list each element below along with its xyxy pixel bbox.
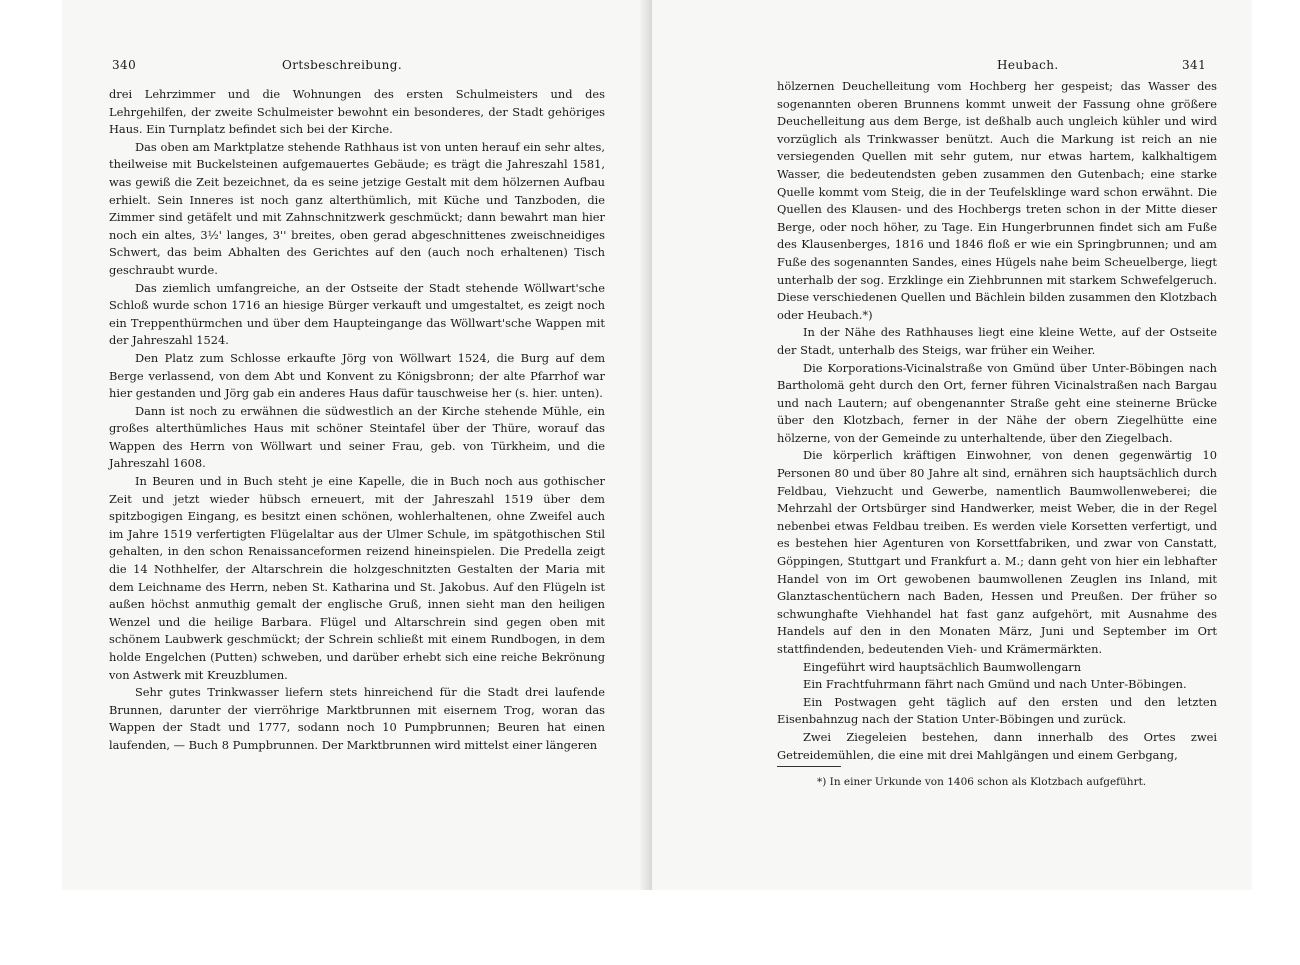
footnote: *) In einer Urkunde von 1406 schon als Klotzbach aufgeführt. [817, 776, 1147, 788]
paragraph: Das oben am Marktplatze stehende Rathhaus ist von unten herauf ein sehr altes, theilweise mit Buckelsteinen aufgemauertes Gebäude; es trägt die Jahreszahl 1581, was gewiß die Zeit bezeichnet, da es seine jetzige Gestalt mit dem hölzernen Aufbau erhielt. Sein Inneres ist noch ganz alterthümlich, mit Küche und Tanzboden, die Zimmer sind getäfelt und mit Zahnschnitzwerk geschmückt; dann bewahrt man hier noch ein altes, 3½' langes, 3'' breites, oben gerad abgeschnittenes zweischneidiges Schwert, das beim Abhalten des Gerichtes auf den (auch noch erhaltenen) Tisch geschraubt wurde. [109, 139, 605, 277]
paragraph: drei Lehrzimmer und die Wohnungen des ersten Schulmeisters und des Lehrgehilfen, der zweite Schulmeister bewohnt ein besonderes, der Stadt gehöriges Haus. Ein Turnplatz befindet sich bei der Kirche. [109, 87, 605, 137]
paragraph: Zwei Ziegeleien bestehen, dann innerhalb des Ortes zwei Getreidemühlen, die eine mit drei Mahlgängen und einem Gerbgang, [777, 729, 1217, 762]
left-page-body [109, 86, 605, 755]
paragraph: Den Platz zum Schlosse erkaufte Jörg von Wöllwart 1524, die Burg auf dem Berge verlassend, von dem Abt und Konvent zu Königsbronn; der alte Pfarrhof war hier gestanden und Jörg gab ein anderes Haus dafür tauschweise her (s. hier. unten). [109, 350, 605, 401]
paragraph: Eingeführt wird hauptsächlich Baumwollengarn [803, 659, 1082, 674]
paragraph: Ein Postwagen geht täglich auf den ersten und den letzten Eisenbahnzug nach der Station Unter-Böbingen und zurück. [777, 694, 1217, 727]
paragraph: Die körperlich kräftigen Einwohner, von denen gegenwärtig 10 Personen 80 und über 80 Jahre alt sind, ernähren sich hauptsächlich durch Feldbau, Viehzucht und Gewerbe, namentlich Baumwollenweberei; die Mehrzahl der Ortsbürger sind Handwerker, meist Weber, die in der Regel nebenbei etwas Feldbau treiben. Es werden viele Korsetten verfertigt, und es bestehen hier Agenturen von Korsettfabriken, und zwar von Canstatt, Göppingen, Stuttgart und Frankfurt a. M.; dann geht von hier ein lebhafter Handel von im Ort gewobenen baumwollenen Zeuglen ins Inland, mit Glanztaschentüchern nach Baden, Hessen und Preußen. Der früher so schwunghafte Viehhandel hat fast ganz aufgehört, mit Ausnahme des Handels auf den in den Monaten März, Juni und September im Ort stattfindenden, bedeutenden Vieh- und Krämermärkten. [777, 448, 1217, 656]
paragraph: Sehr gutes Trinkwasser liefern stets hinreichend für die Stadt drei laufende Brunnen, darunter der vierröhrige Marktbrunnen mit eisernem Trog, woran das Wappen der Stadt und 1777, sodann noch 10 Pumpbrunnen; Beuren hat einen laufenden, — Buch 8 Pumpbrunnen. Der Marktbrunnen wird mittelst einer längeren [109, 685, 605, 752]
paragraph: In der Nähe des Rathhauses liegt eine kleine Wette, auf der Ostseite der Stadt, unterhalb des Steigs, war früher ein Weiher. [777, 325, 1217, 357]
page-bottom-margin [0, 890, 1300, 965]
paragraph: In Beuren und in Buch steht je eine Kapelle, die in Buch noch aus gothischer Zeit und jetzt wieder hübsch erneuert, mit der Jahreszahl 1519 über dem spitzbogigen Eingang, es besitzt einen schönen, wohlerhaltenen, ohne Zweifel auch im Jahre 1519 verfertigten Flügelaltar aus der Ulmer Schule, im spätgothischen Stil gehalten, in den schon Renaissanceformen reizend hineinspielen. Die Predella zeigt die 14 Nothhelfer, der Altarschrein die holzgeschnitzten Gestalten der Maria mit dem Leichname des Herrn, neben St. Katharina und St. Jakobus. Auf den Flügeln ist außen höchst anmuthig gemalt der englische Gruß, innen sieht man den heiligen Wenzel und die heilige Barbara. Flügel und Altarschrein sind gegen oben mit schönem Laubwerk geschmückt; der Schrein schließt mit einem Rundbogen, in dem holde Engelchen (Putten) schweben, und darüber erhebt sich eine reiche Bekrönung von Astwerk mit Kreuzblumen. [109, 474, 605, 682]
paragraph: Das ziemlich umfangreiche, an der Ostseite der Stadt stehende Wöllwart'sche Schloß wurde schon 1716 an hiesige Bürger verkauft und umgestaltet, es zeigt noch ein Treppenthürmchen und über dem Haupteingange das Wöllwart'sche Wappen mit der Jahreszahl 1524. [109, 280, 605, 348]
page-number: 341 [1182, 58, 1207, 72]
page-number: 340 [112, 58, 137, 72]
paragraph: Dann ist noch zu erwähnen die südwestlich an der Kirche stehende Mühle, ein großes alterthümliches Haus mit schöner Steintafel über der Thüre, worauf das Wappen des Herrn von Wöllwart und seiner Frau, geb. von Türkheim, und die Jahreszahl 1608. [109, 403, 605, 471]
paragraph: Ein Frachtfuhrmann fährt nach Gmünd und nach Unter-Böbingen. [803, 677, 1187, 692]
running-head: Heubach. [997, 58, 1059, 72]
footnote-rule [777, 766, 841, 767]
running-head: Ortsbeschreibung. [282, 58, 403, 72]
right-page-body [777, 78, 1217, 764]
left-page [62, 0, 650, 890]
paragraph: hölzernen Deuchelleitung vom Hochberg her gespeist; das Wasser des sogenannten oberen Brunnens kommt unweit der Fassung ohne größere Deuchelleitung aus dem Berge, ist deßhalb auch ungleich kühler und wird vorzüglich als Trinkwasser benützt. Auch die Markung ist reich an nie versiegenden Quellen mit sehr gutem, nur etwas hartem, kalkhaltigem Wasser, die bedeutendsten geben zusammen den Gutenbach; eine starke Quelle kommt vom Steig, die in der Teufelsklinge ward schon erwähnt. Die Quellen des Klausen- und des Hochbergs treten schon in der Mitte dieser Berge, oder noch höher, zu Tage. Ein Hungerbrunnen findet sich am Fuße des Klausenberges, 1816 und 1846 floß er wie ein Springbrunnen; und am Fuße des sogenannten Sandes, eines Hügels nahe beim Scheuelberge, liegt unterhalb der sog. Erzklinge ein Ziehbrunnen mit starkem Schwefelgeruch. Diese verschiedenen Quellen und Bächlein bilden zusammen den Klotzbach oder Heubach.*) [777, 79, 1217, 322]
paragraph: Die Korporations-Vicinalstraße von Gmünd über Unter-Böbingen nach Bartholomä geht durch den Ort, ferner führen Vicinalstraßen nach Bargau und nach Lautern; auf obengenannter Straße geht eine steinerne Brücke über den Klotzbach, ferner in der Nähe der obern Ziegelhütte eine hölzerne, von der Gemeinde zu unterhaltende, über den Ziegelbach. [777, 360, 1217, 445]
right-page [652, 0, 1252, 890]
